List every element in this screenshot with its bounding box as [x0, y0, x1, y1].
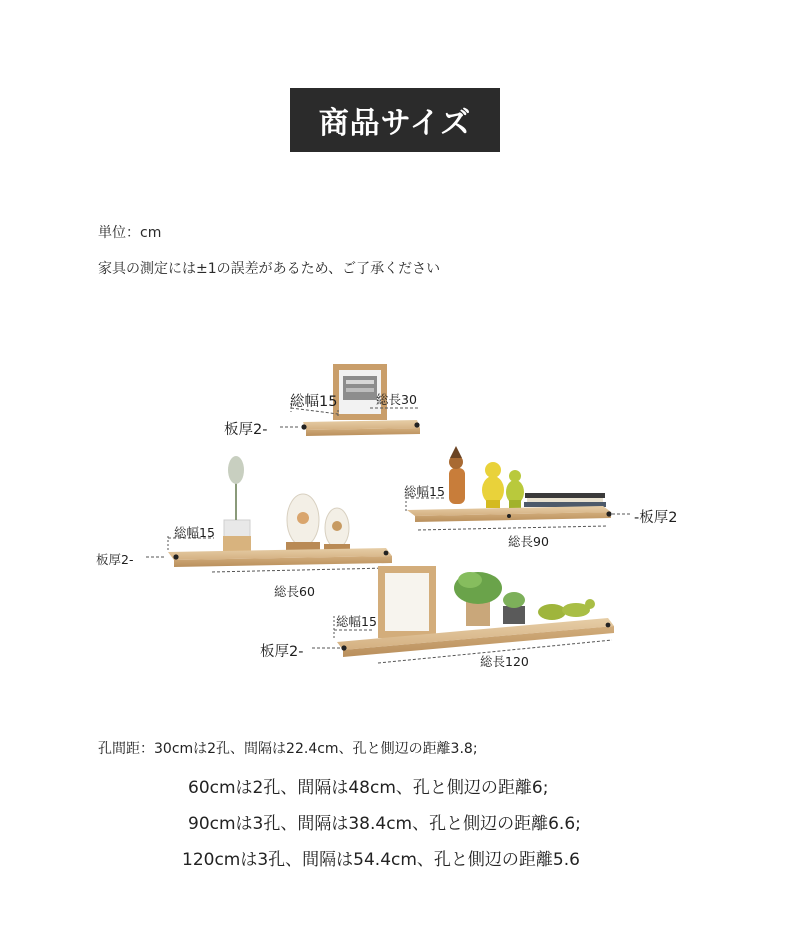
dinosaur-decor: [538, 599, 595, 620]
green-bird-decor: [506, 470, 524, 508]
hole-spacing-line-60: 60cmは2孔、間隔は48cm、孔と側辺の距離6;: [188, 778, 549, 798]
shelf-60-length-label: 総長60: [274, 584, 315, 599]
shelf-30-length-label: 総長30: [376, 392, 417, 407]
small-dome-decor: [324, 508, 350, 551]
page-title: 商品サイズ: [290, 88, 500, 152]
shelf-90-width-label: 総幅15: [404, 484, 445, 499]
hole-spacing-line-120: 120cmは3孔、間隔は54.4cm、孔と側辺の距離5.6: [182, 850, 580, 870]
wood-frame-decor: [378, 566, 436, 638]
hole-spacing-line-30: 孔間距：30cmは2孔、間隔は22.4cm、孔と側辺の距離3.8;: [98, 741, 478, 757]
shelf-30-thickness-label: 板厚2-: [224, 422, 268, 438]
shelf-60-thickness-label: 板厚2-: [96, 552, 134, 567]
shelf-60: [146, 456, 392, 572]
books-decor: [524, 493, 606, 507]
glass-dome-decor: [286, 494, 320, 550]
plant-decor: [454, 572, 502, 626]
yellow-bird-decor: [482, 462, 504, 508]
shelf-90-length-label: 総長90: [508, 534, 549, 549]
shelf-30-width-label: 総幅15: [290, 394, 338, 410]
unit-note: 単位：cm: [98, 225, 162, 241]
vase-decor: [223, 456, 251, 552]
shelf-120-width-label: 総幅15: [336, 614, 377, 629]
small-plant-decor: [503, 592, 525, 624]
wooden-figure-decor: [449, 446, 465, 504]
shelf-60-width-label: 総幅15: [174, 525, 215, 540]
shelf-120-length-label: 総長120: [480, 654, 529, 669]
disclaimer-note: 家具の測定には±1の誤差があるため、ご了承ください: [98, 261, 441, 277]
hole-spacing-line-90: 90cmは3孔、間隔は38.4cm、孔と側辺の距離6.6;: [188, 814, 581, 834]
shelf-90-thickness-label: -板厚2: [634, 510, 678, 526]
shelf-120-thickness-label: 板厚2-: [260, 644, 304, 660]
